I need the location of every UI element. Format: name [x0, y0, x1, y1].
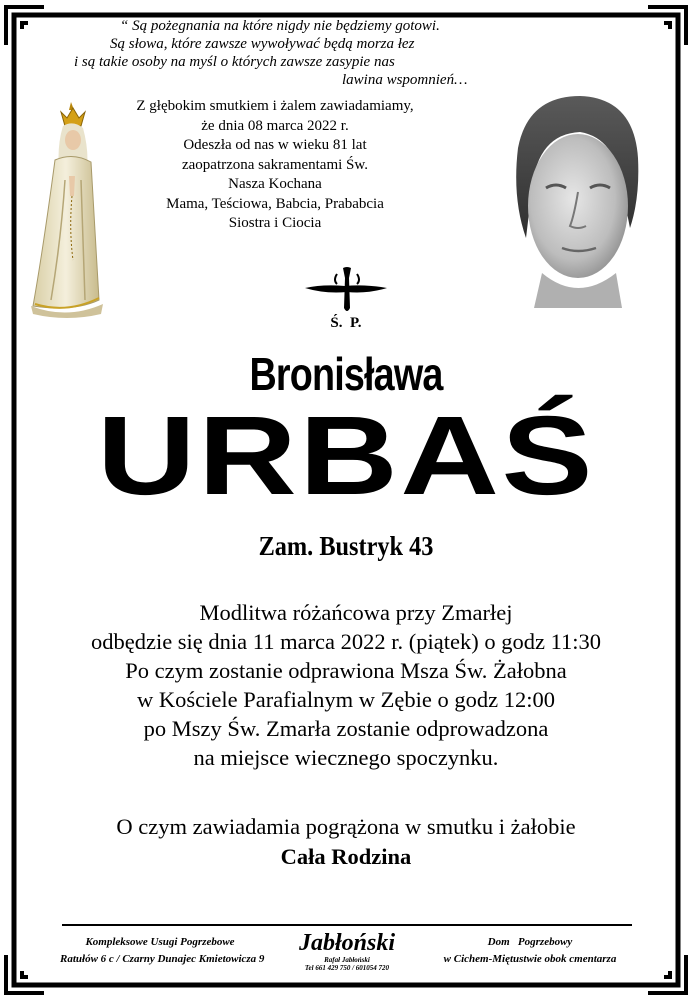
closing-line: O czym zawiadamia pogrążona w smutku i żałobie	[116, 814, 576, 839]
cross-emblem	[301, 264, 391, 334]
ceremony-details	[0, 598, 692, 772]
footer-right-line: Dom Pogrzebowy	[487, 936, 573, 948]
sp-label: Ś. P.	[330, 315, 362, 331]
quote-line: “ Są pożegnania na które nigdy nie będziemy gotowi.	[120, 18, 440, 34]
funeral-home-logo	[272, 930, 422, 972]
deceased-first-name: Bronisława	[249, 348, 443, 400]
deceased-portrait-photo	[498, 88, 648, 308]
intro-line: Nasza Kochana	[228, 176, 322, 192]
intro-line: zaopatrzona sakramentami Św.	[181, 156, 369, 173]
footer-divider	[62, 924, 632, 926]
footer-left-line: Kompleksowe Usugi Pogrzebowe	[85, 936, 235, 948]
footer-right-line: w Cichem-Miętustwie obok cmentarza	[443, 953, 617, 965]
quote-line: Są słowa, które zawsze wywoływać będą morza łez	[110, 36, 415, 52]
footer-funeral-home	[430, 934, 630, 968]
deceased-surname: URBAŚ	[96, 393, 596, 518]
footer-services	[60, 934, 265, 968]
deceased-address: Zam. Bustryk 43	[258, 531, 434, 561]
ceremony-line: odbędzie się dnia 11 marca 2022 r. (piątek) o godz 11:30	[90, 629, 602, 654]
quote-line: lawina wspomnień…	[342, 72, 468, 88]
ceremony-line: Modlitwa różańcowa przy Zmarłej	[199, 600, 513, 625]
madonna-statue-image	[25, 100, 107, 318]
ceremony-line: po Mszy Św. Zmarła zostanie odprowadzona	[143, 716, 549, 741]
announcement-text	[130, 97, 420, 234]
opening-quote	[70, 17, 540, 89]
brand-name: Jabłoński	[298, 930, 396, 956]
brand-owner: Rafał Jabłoński	[324, 956, 370, 964]
closing-text	[0, 812, 692, 872]
intro-line: że dnia 08 marca 2022 r.	[201, 117, 349, 134]
ceremony-line: w Kościele Parafialnym w Zębie o godz 12:00	[136, 687, 555, 712]
intro-line: Siostra i Ciocia	[228, 215, 322, 231]
family-signature: Cała Rodzina	[280, 844, 412, 869]
footer-left-line: Ratułów 6 c / Czarny Dunajec Kmietowicza 9	[60, 953, 265, 965]
intro-line: Z głębokim smutkiem i żalem zawiadamiamy,	[136, 98, 414, 114]
quote-line: i są takie osoby na myśl o których zawsze zasypie nas	[74, 54, 395, 70]
intro-line: Odeszła od nas w wieku 81 lat	[183, 137, 367, 153]
ceremony-line: Po czym zostanie odprawiona Msza Św. Żałobna	[125, 658, 567, 683]
ceremony-line: na miejsce wiecznego spoczynku.	[193, 745, 499, 770]
brand-phone: Tel 661 429 750 / 601054 720	[304, 964, 390, 972]
intro-line: Mama, Teściowa, Babcia, Prababcia	[166, 195, 384, 212]
